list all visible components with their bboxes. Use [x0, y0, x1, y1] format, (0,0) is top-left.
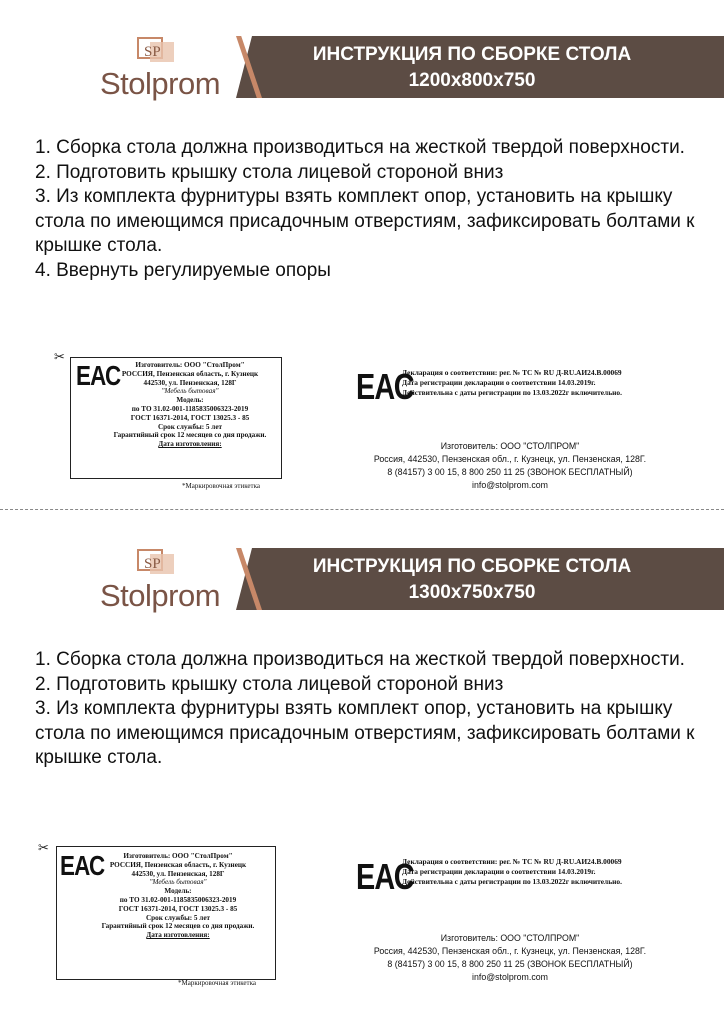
cut-line-divider: [0, 509, 724, 510]
scissors-icon: ✂: [54, 349, 65, 364]
step-item: 1. Сборка стола должна производиться на жесткой твердой поверхности.: [35, 649, 685, 670]
step-item: 2. Подготовить крышку стола лицевой стороной вниз: [35, 673, 504, 695]
marking-label-text: Изготовитель: ООО "СтолПром" РОССИЯ, Пензенская область, г. Кузнецк 442530, ул. Пензенская, 128Г "Мебель бытовая" Модель: по ТО 31.02-001-1185835006323-2019 ГОСТ 16371-2014, ГОСТ 13025.3 - 85 Срок службы: 5 лет Гарантийный срок 12 месяцев со дня продажи. Дата изготовления:: [101, 852, 255, 940]
instruction-title: ИНСТРУКЦИЯ ПО СБОРКЕ СТОЛА: [312, 556, 632, 577]
step-item: 2. Подготовить крышку стола лицевой стороной вниз: [35, 161, 504, 183]
scissors-icon: ✂: [38, 840, 49, 855]
step-item: 1. Сборка стола должна производиться на жесткой твердой поверхности.: [35, 137, 685, 158]
email-link[interactable]: info@stolprom.com: [472, 480, 548, 490]
sp-monogram-icon: [136, 36, 176, 64]
eac-mark-icon: ЕАС: [76, 360, 121, 391]
email-link[interactable]: info@stolprom.com: [472, 972, 548, 982]
declaration-text: Декларация о соответствии: рег. № ТС № RU Д-RU.АИ24.В.00069 Дата регистрации декларации о соответствии 14.03.2019г. Действительна с даты регистрации по 13.03.2022г включительно.: [402, 857, 622, 886]
svg-text:SP: SP: [144, 44, 161, 60]
manufacturer-contacts: Изготовитель: ООО "СТОЛПРОМ" Россия, 442530, Пензенская обл., г. Кузнецк, ул. Пензенская, 128Г. 8 (84157) 3 00 15, 8 800 250 11 25 (ЗВОНОК БЕСПЛАТНЫЙ) info@stolprom.com: [340, 932, 680, 984]
table-size: 1200х800х750: [408, 70, 536, 91]
instruction-title: ИНСТРУКЦИЯ ПО СБОРКЕ СТОЛА: [312, 44, 632, 65]
stolprom-logo: [100, 548, 230, 612]
sp-monogram-icon: [136, 548, 176, 576]
eac-mark-icon: ЕАС: [356, 856, 414, 897]
assembly-steps: [35, 136, 695, 283]
step-item: 3. Из комплекта фурнитуры взять комплект опор, установить на крышку стола по имеющимся присадочным отверстиям, зафиксировать болтами к крышке стола.: [35, 698, 695, 768]
step-item: 4. Ввернуть регулируемые опоры: [35, 259, 331, 281]
brand-wordmark: Stolprom: [100, 578, 221, 613]
step-item: 3. Из комплекта фурнитуры взять комплект опор, установить на крышку стола по имеющимся присадочным отверстиям, зафиксировать болтами к крышке стола.: [35, 186, 695, 256]
brand-wordmark: Stolprom: [100, 66, 221, 101]
marking-note: *Маркировочная этикетка: [182, 482, 261, 490]
eac-mark-icon: ЕАС: [356, 366, 414, 407]
declaration-text: Декларация о соответствии: рег. № ТС № RU Д-RU.АИ24.В.00069 Дата регистрации декларации о соответствии 14.03.2019г. Действительна с даты регистрации по 13.03.2022г включительно.: [402, 368, 622, 397]
instruction-sheet-1300: [0, 512, 724, 1024]
manufacturer-contacts: Изготовитель: ООО "СТОЛПРОМ" Россия, 442530, Пензенская обл., г. Кузнецк, ул. Пензенская, 128Г. 8 (84157) 3 00 15, 8 800 250 11 25 (ЗВОНОК БЕСПЛАТНЫЙ) info@stolprom.com: [340, 440, 680, 492]
stolprom-logo: [100, 36, 230, 100]
eac-mark-icon: ЕАС: [60, 850, 105, 881]
marking-note: *Маркировочная этикетка: [178, 979, 257, 987]
svg-text:SP: SP: [144, 556, 161, 572]
assembly-steps: [35, 648, 695, 771]
table-size: 1300х750х750: [408, 582, 536, 603]
marking-label-text: Изготовитель: ООО "СтолПром" РОССИЯ, Пензенская область, г. Кузнецк 442530, ул. Пензенская, 128Г "Мебель бытовая" Модель: по ТО 31.02-001-1185835006323-2019 ГОСТ 16371-2014, ГОСТ 13025.3 - 85 Срок службы: 5 лет Гарантийный срок 12 месяцев со дня продажи. Дата изготовления:: [113, 361, 267, 449]
